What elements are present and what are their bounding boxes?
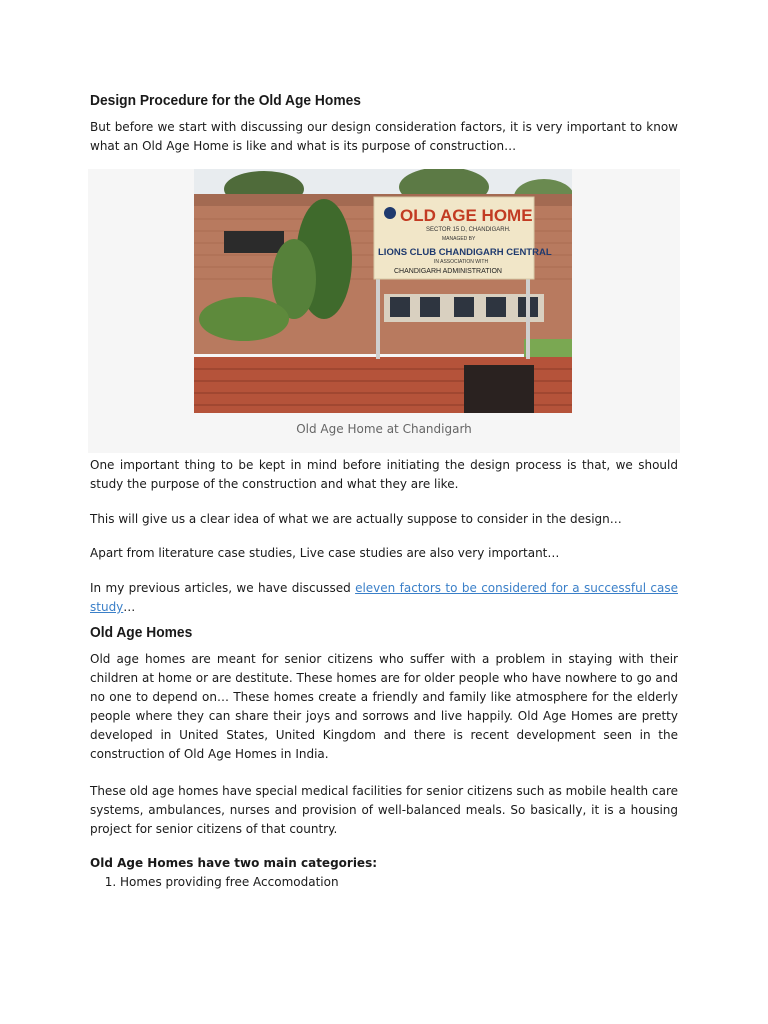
previous-articles-ellipsis: … [123, 600, 136, 614]
paragraph-clear-idea: This will give us a clear idea of what we are actually suppose to consider in the design… [90, 512, 622, 526]
eleven-factors-link[interactable]: eleven factors to be considered for a successful case study [90, 581, 678, 614]
section-heading-old-age-homes: Old Age Homes [90, 624, 193, 641]
categories-list [90, 873, 339, 892]
sign-admin: CHANDIGARH ADMINISTRATION [394, 268, 502, 275]
intro-paragraph: But before we start with discussing our design consideration factors, it is very important to know what an Old Age Home is like and what is its purpose of construction… [90, 120, 678, 153]
figure [88, 169, 680, 453]
list-item: 1. Homes providing free Accomodation [120, 873, 339, 892]
section-heading-design-procedure: Design Procedure for the Old Age Homes [90, 92, 361, 109]
figure-caption: Old Age Home at Chandigarh [296, 422, 472, 436]
sign-sector: SECTOR 15 D, CHANDIGARH. [426, 227, 511, 233]
paragraph-case-studies: Apart from literature case studies, Live case studies are also very important… [90, 546, 560, 560]
paragraph-previous-articles [90, 579, 678, 617]
paragraph-medical-facilities: These old age homes have special medical facilities for senior citizens such as mobile health care systems, ambulances, nurses and provision of well-balanced meals. So basically, it is a housing project for senior citizens of that country. [90, 784, 678, 836]
sign-club: LIONS CLUB CHANDIGARH CENTRAL [378, 247, 552, 258]
paragraph-old-age-homes: Old age homes are meant for senior citizens who suffer with a problem in staying with their children at home or are destitute. These homes are for older people who have nowhere to go and no one to depend on… These homes create a friendly and family like atmosphere for the elderly people where they can share their joys and sorrows and live happily. Old Age Homes are pretty developed in United States, United Kingdom and there is recent development seen in the construction of Old Age Homes in India. [90, 652, 678, 761]
lions-emblem-icon [384, 207, 396, 219]
categories-heading: Old Age Homes have two main categories: [90, 856, 378, 870]
paragraph-purpose: One important thing to be kept in mind before initiating the design process is that, we should study the purpose of the construction and what they are like. [90, 458, 678, 491]
sign-managed: MANAGED BY [442, 236, 476, 242]
old-age-home-photo [194, 169, 572, 413]
previous-articles-text: In my previous articles, we have discussed [90, 581, 356, 595]
sign-title: OLD AGE HOME [400, 206, 533, 225]
sign-assoc: IN ASSOCIATION WITH [434, 259, 489, 265]
